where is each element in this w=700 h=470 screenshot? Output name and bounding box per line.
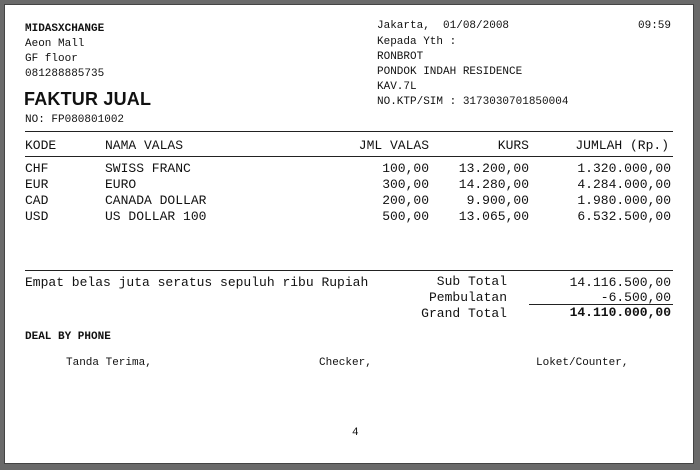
subtotal-value: 14.116.500,00 — [569, 275, 671, 290]
header-kode: KODE — [25, 138, 57, 153]
row-kurs: 9.900,00 — [466, 193, 529, 208]
row-kode: USD — [25, 209, 49, 224]
grand-total-label: Grand Total — [421, 306, 507, 321]
amount-in-words: Empat belas juta seratus sepuluh ribu Rupiah — [25, 275, 369, 290]
row-kode: CAD — [25, 193, 49, 208]
invoice-number: NO: FP080801002 — [25, 114, 125, 126]
row-nama: EURO — [105, 177, 137, 192]
invoice-page — [5, 5, 693, 463]
grand-total-value: 14.110.000,00 — [569, 305, 671, 320]
header-jumlah: JUMLAH (Rp.) — [575, 138, 669, 153]
company-address-2: GF floor — [25, 53, 78, 65]
header-kurs: KURS — [497, 138, 529, 153]
customer-name: RONBROT — [377, 51, 424, 63]
signature-loket-counter: Loket/Counter, — [536, 357, 629, 369]
row-jml: 500,00 — [382, 209, 429, 224]
totals-rule — [25, 270, 673, 271]
row-nama: CANADA DOLLAR — [105, 193, 207, 208]
row-kode: CHF — [25, 161, 49, 176]
customer-address-2: KAV.7L — [377, 81, 417, 93]
page-number: 4 — [352, 427, 359, 439]
company-name: MIDASXCHANGE — [25, 23, 105, 35]
company-phone: 081288885735 — [25, 68, 105, 80]
rounding-value: -6.500,00 — [600, 290, 671, 305]
row-nama: US DOLLAR 100 — [105, 209, 207, 224]
customer-address-1: PONDOK INDAH RESIDENCE — [377, 66, 523, 78]
signature-tanda-terima: Tanda Terima, — [66, 357, 152, 369]
signature-checker: Checker, — [319, 357, 372, 369]
row-kode: EUR — [25, 177, 49, 192]
rounding-label: Pembulatan — [428, 290, 507, 305]
header-nama-valas: NAMA VALAS — [105, 138, 184, 153]
table-top-rule — [25, 131, 673, 132]
row-kurs: 13.065,00 — [458, 209, 529, 224]
row-jumlah: 4.284.000,00 — [577, 177, 671, 192]
header-jml-valas: JML VALAS — [358, 138, 429, 153]
company-address-1: Aeon Mall — [25, 38, 85, 50]
invoice-title: FAKTUR JUAL — [24, 89, 152, 109]
row-kurs: 13.200,00 — [458, 161, 529, 176]
row-jml: 200,00 — [382, 193, 429, 208]
invoice-date: Jakarta, 01/08/2008 — [377, 20, 510, 32]
invoice-time: 09:59 — [638, 20, 672, 32]
row-nama: SWISS FRANC — [105, 161, 191, 176]
customer-id: NO.KTP/SIM : 3173030701850004 — [377, 96, 569, 108]
row-kurs: 14.280,00 — [458, 177, 529, 192]
row-jml: 100,00 — [382, 161, 429, 176]
row-jumlah: 1.980.000,00 — [577, 193, 671, 208]
customer-salutation: Kepada Yth : — [377, 36, 457, 48]
row-jumlah: 1.320.000,00 — [577, 161, 671, 176]
row-jml: 300,00 — [382, 177, 429, 192]
deal-note: DEAL BY PHONE — [25, 331, 111, 343]
table-header-rule — [25, 156, 673, 157]
subtotal-label: Sub Total — [436, 274, 507, 289]
row-jumlah: 6.532.500,00 — [577, 209, 671, 224]
